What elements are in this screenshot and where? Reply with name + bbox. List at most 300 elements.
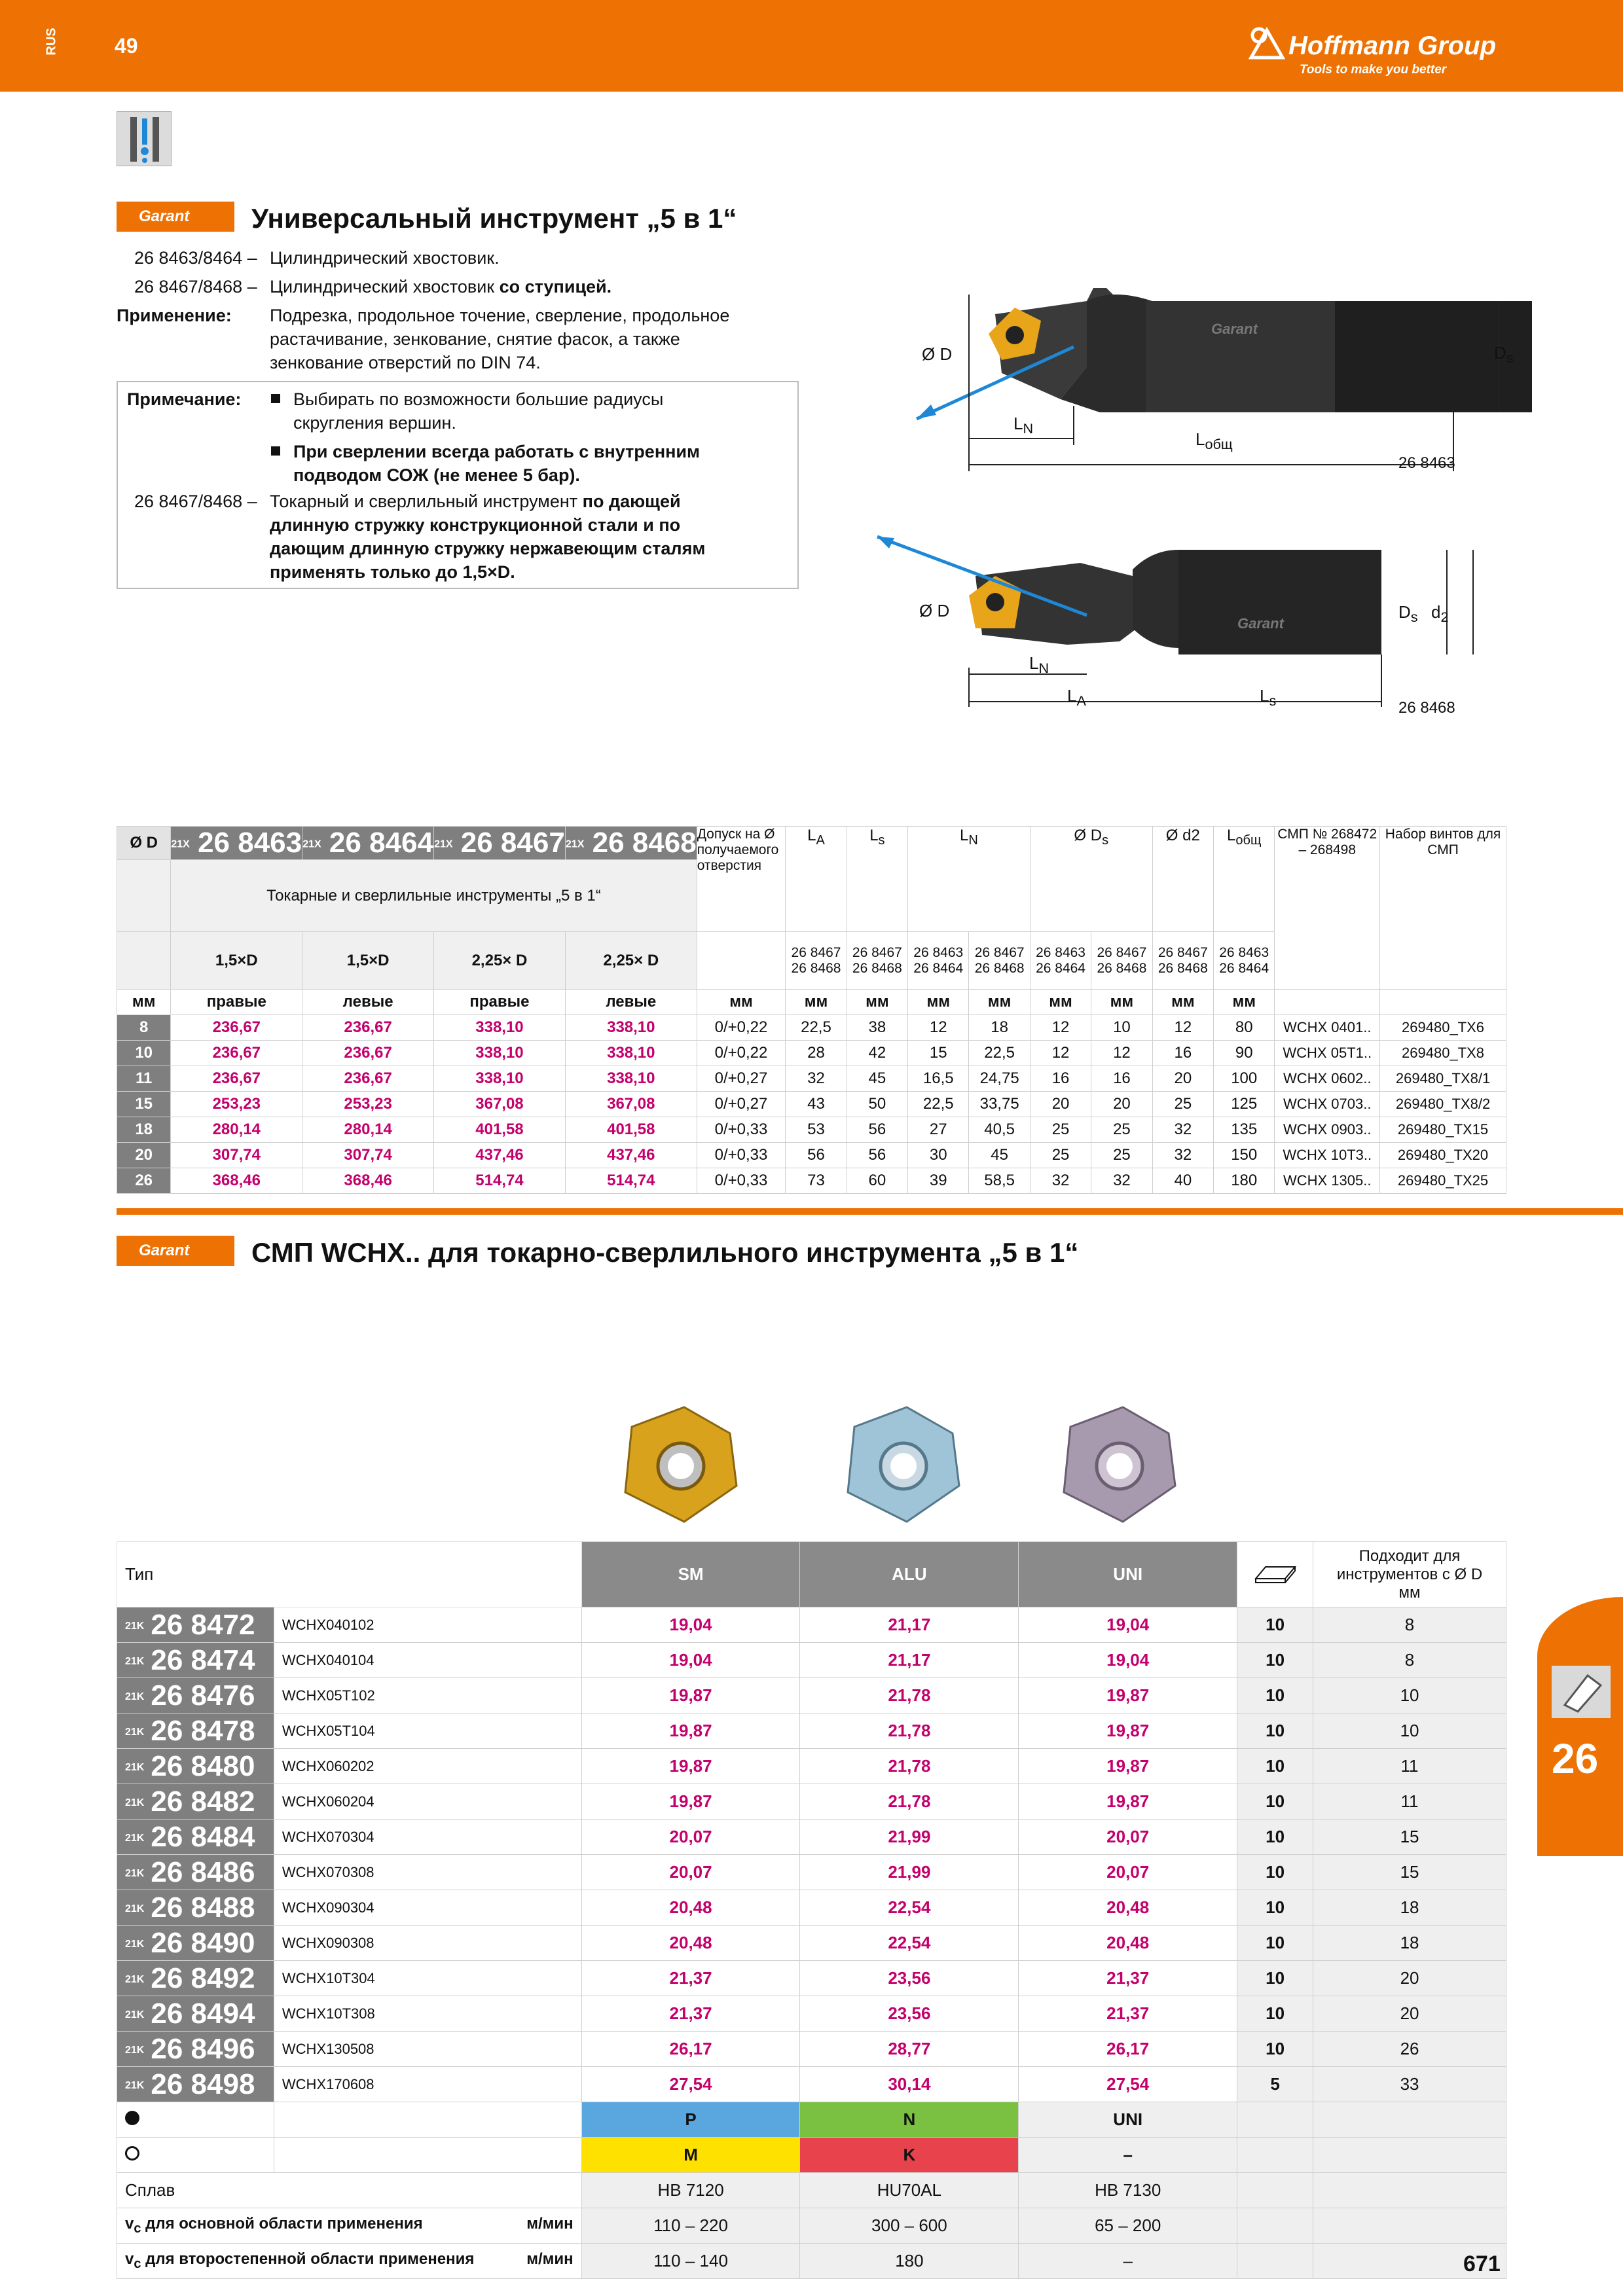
fits-diameter: 10: [1313, 1678, 1506, 1713]
article-cell: [117, 1678, 274, 1713]
price-cell: 19,04: [581, 1607, 800, 1643]
value-cell: 25: [1152, 1092, 1213, 1117]
insert-designation: WCHX040104: [274, 1643, 581, 1678]
price-cell: 19,87: [1019, 1678, 1237, 1713]
garant-logo: Garant: [117, 1236, 234, 1266]
subtitle: Токарные и сверлильные инструменты „5 в 1“: [171, 860, 697, 932]
pack-qty: 10: [1237, 2032, 1313, 2067]
value-cell: 56: [847, 1117, 907, 1143]
price-cell: 20,48: [1019, 1890, 1237, 1926]
alloy-2: HU70AL: [800, 2173, 1019, 2208]
pack-qty: 10: [1237, 1643, 1313, 1678]
value-cell: 0/+0,22: [697, 1015, 786, 1041]
main-p: P: [581, 2102, 800, 2138]
hdr-type: Тип: [117, 1542, 582, 1607]
main-uni: UNI: [1019, 2102, 1237, 2138]
price-cell: 21,17: [800, 1643, 1019, 1678]
fits-diameter: 18: [1313, 1926, 1506, 1961]
value-cell: 25: [1091, 1117, 1152, 1143]
section1-title: Универсальный инструмент „5 в 1“: [251, 203, 737, 234]
value-cell: 20: [1152, 1066, 1213, 1092]
value-cell: 25: [1030, 1117, 1091, 1143]
price-cell: 338,10: [565, 1015, 697, 1041]
page-number-top: 49: [115, 34, 138, 58]
table-row: [117, 1996, 1506, 2032]
table-row: [117, 1961, 1506, 1996]
insert-images: [612, 1401, 1234, 1532]
table-row: [117, 1890, 1506, 1926]
sec-symbol: [117, 2138, 274, 2173]
chapter-number: 26: [1552, 1735, 1599, 1782]
value-cell: 25: [1030, 1143, 1091, 1168]
table-row: [117, 1015, 1506, 1041]
article-number: 26 8490: [151, 1926, 255, 1959]
value-cell: 53: [786, 1117, 847, 1143]
price-cell: 514,74: [434, 1168, 566, 1194]
table-row: [117, 1926, 1506, 1961]
price-cell: 20,07: [1019, 1855, 1237, 1890]
hand-4: левые: [565, 990, 697, 1015]
len-3: 2,25× D: [434, 932, 566, 990]
insert-designation: WCHX090308: [274, 1926, 581, 1961]
tool-table: Ø D 21X 26 8463 21X 26 8464 21X 26 8467 21X 26 8468 Допуск на Ø получаемого отверстия $L_A$ $L_s$ $L_N$ Ø $D_s$ Ø d2 $L_{общ}$ СМП № 268472 – 268498 Набор винтов для СМП Токарные и сверлильные инструменты „5 в 1“ 1,5×D 1,5×D 2,25× D 2,25× D 26 8467 26 8468 26 8467 26 8468 26 8463 26 8464 26 8467 26 8468 26 8463 26 8464 26 8467 26 8468 26 8467 26 8468 26 8463 26 8464 мм правые левые правые левые мм мм мм мм мм мм мм мм мм 8 236,67 236,67 338,10 338,10 0/+0,22 22,5 38 12 18 12 10 12 80 WCHX 0401.. 269480_TX6 10 236,67 236,67 338,10 338,10 0/+0,22 28 42 15 22,5 12 12 16 90 WCHX 05T1.. 269480_TX8 11 236,67 236,67 338,10 338,10 0/+0,27 32 45 16,5 24,75 16 16 20 100 WCHX 0602.. 269480_TX8/1 15 253,23 253,23 367,08 367,08 0/+0,27 43 50 22,5 33,75 20 20 25 125 WCHX 0703.. 269480_TX8/2 18 280,14 280,14 401,58 401,58 0/+0,33 53 56 27 40,5 25 25 32 135 WCHX 0903.. 269480_TX15 20 307,74 307,74 437,46 437,46 0/+0,33 56 56 30 45 25 25 32 150 WCHX 10T3.. 269480_TX20 26 368,46 368,46 514,74 514,74 0/+0,33 73 60 39 58,5 32 32 40 180 WCHX 1305.. 269480_TX25: [117, 826, 1506, 1194]
chapter-tab: [1537, 1597, 1623, 1856]
hdr-d: Ø D: [117, 827, 171, 860]
value-cell: 33,75: [969, 1092, 1030, 1117]
price-cell: 338,10: [565, 1041, 697, 1066]
value-cell: 269480_TX8: [1380, 1041, 1506, 1066]
application-text: Подрезка, продольное точение, сверление, продольное растачивание, зенкование, снятие фасок, а также зенкование отверстий по DIN 74.: [270, 306, 730, 372]
article-cell: [117, 1749, 274, 1784]
insert-designation: WCHX090304: [274, 1890, 581, 1926]
sec-dash: –: [1019, 2138, 1237, 2173]
article-number: 26 8478: [151, 1714, 255, 1747]
value-cell: 56: [786, 1143, 847, 1168]
insert-designation: WCHX10T304: [274, 1961, 581, 1996]
price-cell: 21,37: [581, 1961, 800, 1996]
value-cell: 20: [1091, 1092, 1152, 1117]
application-label: Применение:: [117, 306, 232, 325]
value-cell: 12: [1091, 1041, 1152, 1066]
vc1-label: $v_c$ для основной области применения м/мин: [117, 2208, 582, 2244]
article-prefix: 21K: [125, 1761, 145, 1773]
value-cell: 32: [786, 1066, 847, 1092]
value-cell: WCHX 0703..: [1275, 1092, 1380, 1117]
price-cell: 338,10: [434, 1066, 566, 1092]
article-cell: [117, 1926, 274, 1961]
price-cell: 253,23: [302, 1092, 434, 1117]
price-cell: 26,17: [581, 2032, 800, 2067]
code-ds1: 26 8463 26 8464: [1030, 932, 1091, 990]
price-cell: 21,78: [800, 1784, 1019, 1820]
article-cell: [117, 1607, 274, 1643]
code-d2: 26 8467 26 8468: [1152, 932, 1213, 990]
price-cell: 514,74: [565, 1168, 697, 1194]
price-cell: 19,04: [1019, 1607, 1237, 1643]
vc2-label: $v_c$ для второстепенной области применения м/мин: [117, 2244, 582, 2279]
price-cell: 437,46: [434, 1143, 566, 1168]
table-row: [117, 1749, 1506, 1784]
hand-1: правые: [171, 990, 302, 1015]
fits-diameter: 20: [1313, 1961, 1506, 1996]
value-cell: 269480_TX8/2: [1380, 1092, 1506, 1117]
value-cell: 0/+0,27: [697, 1066, 786, 1092]
value-cell: 27: [908, 1117, 969, 1143]
vc2-alu: 180: [800, 2244, 1019, 2279]
pack-qty: 10: [1237, 1678, 1313, 1713]
pack-qty: 5: [1237, 2067, 1313, 2102]
fits-diameter: 26: [1313, 2032, 1506, 2067]
page-number-bottom: 671: [1463, 2251, 1501, 2276]
article-number: 26 8498: [151, 2068, 255, 2100]
pack-qty: 10: [1237, 1713, 1313, 1749]
table-row: [117, 1713, 1506, 1749]
vc2-sm: 110 – 140: [581, 2244, 800, 2279]
value-cell: 60: [847, 1168, 907, 1194]
fits-diameter: 11: [1313, 1784, 1506, 1820]
hdr-ds: Ø $D_s$: [1030, 827, 1152, 932]
label-ln: $L_N$: [1013, 414, 1034, 437]
main-symbol: [117, 2102, 274, 2138]
diameter-cell: 26: [117, 1168, 171, 1194]
value-cell: WCHX 05T1..: [1275, 1041, 1380, 1066]
insert-designation: WCHX040102: [274, 1607, 581, 1643]
hdr-art-1: 21X 26 8463: [171, 827, 302, 859]
unit-mm: мм: [117, 990, 171, 1015]
article-number: 26 8496: [151, 2032, 255, 2065]
hdr-ls: $L_s$: [847, 827, 907, 932]
article-prefix: 21K: [125, 2044, 145, 2056]
price-cell: 26,17: [1019, 2032, 1237, 2067]
insert-sm-icon: [625, 1407, 737, 1522]
vc1-alu: 300 – 600: [800, 2208, 1019, 2244]
value-cell: 50: [847, 1092, 907, 1117]
article-prefix: 21K: [125, 1620, 145, 1632]
diameter-cell: 11: [117, 1066, 171, 1092]
value-cell: 58,5: [969, 1168, 1030, 1194]
article-prefix: 21K: [125, 1973, 145, 1985]
price-cell: 19,04: [581, 1643, 800, 1678]
price-cell: 22,54: [800, 1890, 1019, 1926]
hdr-la: $L_A$: [786, 827, 847, 932]
value-cell: 40: [1152, 1168, 1213, 1194]
table-row: [117, 1784, 1506, 1820]
price-cell: 368,46: [302, 1168, 434, 1194]
price-cell: 368,46: [171, 1168, 302, 1194]
bullet-icon: [271, 446, 280, 456]
price-cell: 236,67: [171, 1066, 302, 1092]
hdr-screws: Набор винтов для СМП: [1380, 827, 1506, 990]
line1-code: 26 8463/8464 –: [134, 248, 257, 268]
value-cell: WCHX 1305..: [1275, 1168, 1380, 1194]
value-cell: 32: [1152, 1143, 1213, 1168]
article-number: 26 8486: [151, 1856, 255, 1888]
insert-designation: WCHX170608: [274, 2067, 581, 2102]
hdr-fits: Подходит для инструментов с Ø D мм: [1313, 1542, 1506, 1607]
table-row: [117, 1092, 1506, 1117]
article-prefix: 21K: [125, 1797, 145, 1808]
vc2-uni: –: [1019, 2244, 1237, 2279]
value-cell: WCHX 0903..: [1275, 1117, 1380, 1143]
article-prefix: 21K: [125, 1655, 145, 1667]
alloy-1: HB 7120: [581, 2173, 800, 2208]
price-cell: 236,67: [302, 1015, 434, 1041]
article-prefix: 21K: [125, 1726, 145, 1738]
diameter-cell: 15: [117, 1092, 171, 1117]
value-cell: 125: [1214, 1092, 1275, 1117]
label-small-d2: $d_2$: [1431, 602, 1449, 626]
price-cell: 437,46: [565, 1143, 697, 1168]
price-cell: 338,10: [565, 1066, 697, 1092]
hand-3: правые: [434, 990, 566, 1015]
value-cell: 32: [1091, 1168, 1152, 1194]
article-number: 26 8476: [151, 1679, 255, 1712]
fits-diameter: 8: [1313, 1643, 1506, 1678]
article-number: 26 8494: [151, 1997, 255, 2030]
price-cell: 19,87: [581, 1784, 800, 1820]
price-cell: 20,07: [1019, 1820, 1237, 1855]
insert-designation: WCHX05T102: [274, 1678, 581, 1713]
engraving: Garant: [1211, 321, 1258, 337]
diameter-cell: 10: [117, 1041, 171, 1066]
value-cell: 180: [1214, 1168, 1275, 1194]
insert-chapter-icon: [1552, 1666, 1611, 1718]
value-cell: 0/+0,33: [697, 1117, 786, 1143]
hand-2: левые: [302, 990, 434, 1015]
price-cell: 401,58: [434, 1117, 566, 1143]
pack-qty: 10: [1237, 1749, 1313, 1784]
len-1: 1,5×D: [171, 932, 302, 990]
article-cell: [117, 1996, 274, 2032]
value-cell: 15: [908, 1041, 969, 1066]
value-cell: 45: [969, 1143, 1030, 1168]
value-cell: 269480_TX15: [1380, 1117, 1506, 1143]
price-cell: 367,08: [565, 1092, 697, 1117]
table-row: [117, 1607, 1506, 1643]
len-4: 2,25× D: [565, 932, 697, 990]
language-code: RUS: [44, 27, 59, 56]
price-cell: 27,54: [1019, 2067, 1237, 2102]
value-cell: 39: [908, 1168, 969, 1194]
price-cell: 19,87: [1019, 1749, 1237, 1784]
pack-icon: [1237, 1542, 1313, 1607]
coolant-icon: [117, 111, 172, 166]
line2-text: Цилиндрический хвостовик со ступицей.: [270, 277, 612, 296]
pack-qty: 10: [1237, 1890, 1313, 1926]
price-cell: 20,07: [581, 1855, 800, 1890]
table-row: [117, 1041, 1506, 1066]
price-cell: 338,10: [434, 1015, 566, 1041]
garant-logo: Garant: [117, 202, 234, 232]
hdr-grade-uni: UNI: [1019, 1542, 1237, 1607]
value-cell: 28: [786, 1041, 847, 1066]
table-row: [117, 1820, 1506, 1855]
article-number: 26 8488: [151, 1891, 255, 1924]
article-cell: [117, 2067, 274, 2102]
price-cell: 280,14: [171, 1117, 302, 1143]
article-number: 26 8472: [151, 1608, 255, 1641]
label-d2-dia: Ø D: [919, 601, 950, 620]
value-cell: 135: [1214, 1117, 1275, 1143]
value-cell: 18: [969, 1015, 1030, 1041]
value-cell: 100: [1214, 1066, 1275, 1092]
value-cell: 40,5: [969, 1117, 1030, 1143]
fits-diameter: 33: [1313, 2067, 1506, 2102]
diameter-cell: 20: [117, 1143, 171, 1168]
article-number: 26 8492: [151, 1962, 255, 1994]
drawing2-code: 26 8468: [1398, 699, 1455, 717]
note-2: При сверлении всегда работать с внутренним подводом СОЖ (не менее 5 бар).: [293, 442, 700, 485]
hdr-tol: Допуск на Ø получаемого отверстия: [697, 827, 786, 932]
hdr-art-3: 21X 26 8467: [434, 827, 565, 859]
insert-designation: WCHX10T308: [274, 1996, 581, 2032]
table-row: [117, 1066, 1506, 1092]
article-prefix: 21K: [125, 1938, 145, 1950]
vc1-sm: 110 – 220: [581, 2208, 800, 2244]
fits-diameter: 8: [1313, 1607, 1506, 1643]
label-ls: $L_s$: [1260, 686, 1277, 709]
value-cell: 56: [847, 1143, 907, 1168]
price-cell: 338,10: [434, 1041, 566, 1066]
price-cell: 236,67: [171, 1041, 302, 1066]
sec-m: M: [581, 2138, 800, 2173]
article-cell: [117, 1961, 274, 1996]
section-separator: [117, 1208, 1623, 1215]
pack-qty: 10: [1237, 1855, 1313, 1890]
note-1: Выбирать по возможности большие радиусы скругления вершин.: [293, 389, 664, 433]
value-cell: 42: [847, 1041, 907, 1066]
value-cell: 30: [908, 1143, 969, 1168]
hdr-art-4: 21X 26 8468: [565, 827, 697, 859]
label-ds2: $D_s$: [1398, 602, 1418, 626]
code-ln2: 26 8467 26 8468: [969, 932, 1030, 990]
main-n: N: [800, 2102, 1019, 2138]
table-row: [117, 1678, 1506, 1713]
fits-diameter: 10: [1313, 1713, 1506, 1749]
value-cell: WCHX 0602..: [1275, 1066, 1380, 1092]
note3-code: 26 8467/8468 –: [134, 492, 257, 511]
price-cell: 19,87: [1019, 1713, 1237, 1749]
line1-text: Цилиндрический хвостовик.: [270, 248, 500, 268]
insert-designation: WCHX130508: [274, 2032, 581, 2067]
article-prefix: 21K: [125, 2009, 145, 2020]
price-cell: 401,58: [565, 1117, 697, 1143]
article-cell: [117, 1643, 274, 1678]
value-cell: 0/+0,33: [697, 1143, 786, 1168]
table-row: [117, 2032, 1506, 2067]
pack-qty: 10: [1237, 1784, 1313, 1820]
price-cell: 28,77: [800, 2032, 1019, 2067]
value-cell: 269480_TX20: [1380, 1143, 1506, 1168]
article-cell: [117, 2032, 274, 2067]
price-cell: 20,07: [581, 1820, 800, 1855]
value-cell: 16: [1030, 1066, 1091, 1092]
price-cell: 27,54: [581, 2067, 800, 2102]
insert-uni-icon: [1064, 1407, 1175, 1522]
fits-diameter: 20: [1313, 1996, 1506, 2032]
value-cell: 90: [1214, 1041, 1275, 1066]
pack-qty: 10: [1237, 1926, 1313, 1961]
code-ls: 26 8467 26 8468: [847, 932, 907, 990]
hdr-ltot: $L_{общ}$: [1214, 827, 1275, 932]
price-cell: 21,37: [1019, 1996, 1237, 2032]
value-cell: 16: [1152, 1041, 1213, 1066]
article-cell: [117, 1855, 274, 1890]
price-cell: 21,78: [800, 1749, 1019, 1784]
value-cell: 43: [786, 1092, 847, 1117]
label-ln2: $L_N$: [1029, 653, 1049, 677]
price-cell: 20,48: [1019, 1926, 1237, 1961]
article-number: 26 8484: [151, 1820, 255, 1853]
value-cell: 0/+0,22: [697, 1041, 786, 1066]
article-prefix: 21K: [125, 2079, 145, 2091]
fits-diameter: 15: [1313, 1820, 1506, 1855]
price-cell: 19,87: [581, 1713, 800, 1749]
price-cell: 30,14: [800, 2067, 1019, 2102]
value-cell: 22,5: [908, 1092, 969, 1117]
price-cell: 22,54: [800, 1926, 1019, 1961]
price-cell: 21,37: [1019, 1961, 1237, 1996]
price-cell: 23,56: [800, 1996, 1019, 2032]
len-2: 1,5×D: [302, 932, 434, 990]
price-cell: 307,74: [171, 1143, 302, 1168]
article-cell: [117, 1820, 274, 1855]
value-cell: 20: [1030, 1092, 1091, 1117]
sec-k: K: [800, 2138, 1019, 2173]
hdr-art-2: 21X 26 8464: [302, 827, 433, 859]
insert-alu-icon: [848, 1407, 959, 1522]
value-cell: 24,75: [969, 1066, 1030, 1092]
note-label: Примечание:: [127, 389, 242, 409]
value-cell: 269480_TX8/1: [1380, 1066, 1506, 1092]
price-cell: 21,37: [581, 1996, 800, 2032]
value-cell: 32: [1152, 1117, 1213, 1143]
price-cell: 253,23: [171, 1092, 302, 1117]
value-cell: 12: [1030, 1041, 1091, 1066]
hdr-grade-alu: ALU: [800, 1542, 1019, 1607]
value-cell: 45: [847, 1066, 907, 1092]
value-cell: 269480_TX6: [1380, 1015, 1506, 1041]
table-row: [117, 1168, 1506, 1194]
value-cell: 38: [847, 1015, 907, 1041]
vc1-uni: 65 – 200: [1019, 2208, 1237, 2244]
bullet-icon: [271, 394, 280, 403]
price-cell: 21,99: [800, 1855, 1019, 1890]
value-cell: 12: [908, 1015, 969, 1041]
value-cell: 0/+0,33: [697, 1168, 786, 1194]
diameter-cell: 8: [117, 1015, 171, 1041]
value-cell: 22,5: [969, 1041, 1030, 1066]
value-cell: 150: [1214, 1143, 1275, 1168]
table-row: [117, 1143, 1506, 1168]
article-prefix: 21K: [125, 1832, 145, 1844]
label-ds: $D_s$: [1494, 343, 1514, 367]
value-cell: 12: [1030, 1015, 1091, 1041]
value-cell: 25: [1091, 1143, 1152, 1168]
price-cell: 19,87: [581, 1749, 800, 1784]
table-row: [117, 2067, 1506, 2102]
brand-tagline: Tools to make you better: [1300, 63, 1447, 77]
price-cell: 367,08: [434, 1092, 566, 1117]
value-cell: WCHX 0401..: [1275, 1015, 1380, 1041]
value-cell: 80: [1214, 1015, 1275, 1041]
code-la: 26 8467 26 8468: [786, 932, 847, 990]
code-ltot: 26 8463 26 8464: [1214, 932, 1275, 990]
pack-qty: 10: [1237, 1996, 1313, 2032]
hdr-ln: $L_N$: [908, 827, 1030, 932]
article-prefix: 21K: [125, 1903, 145, 1914]
value-cell: 269480_TX25: [1380, 1168, 1506, 1194]
